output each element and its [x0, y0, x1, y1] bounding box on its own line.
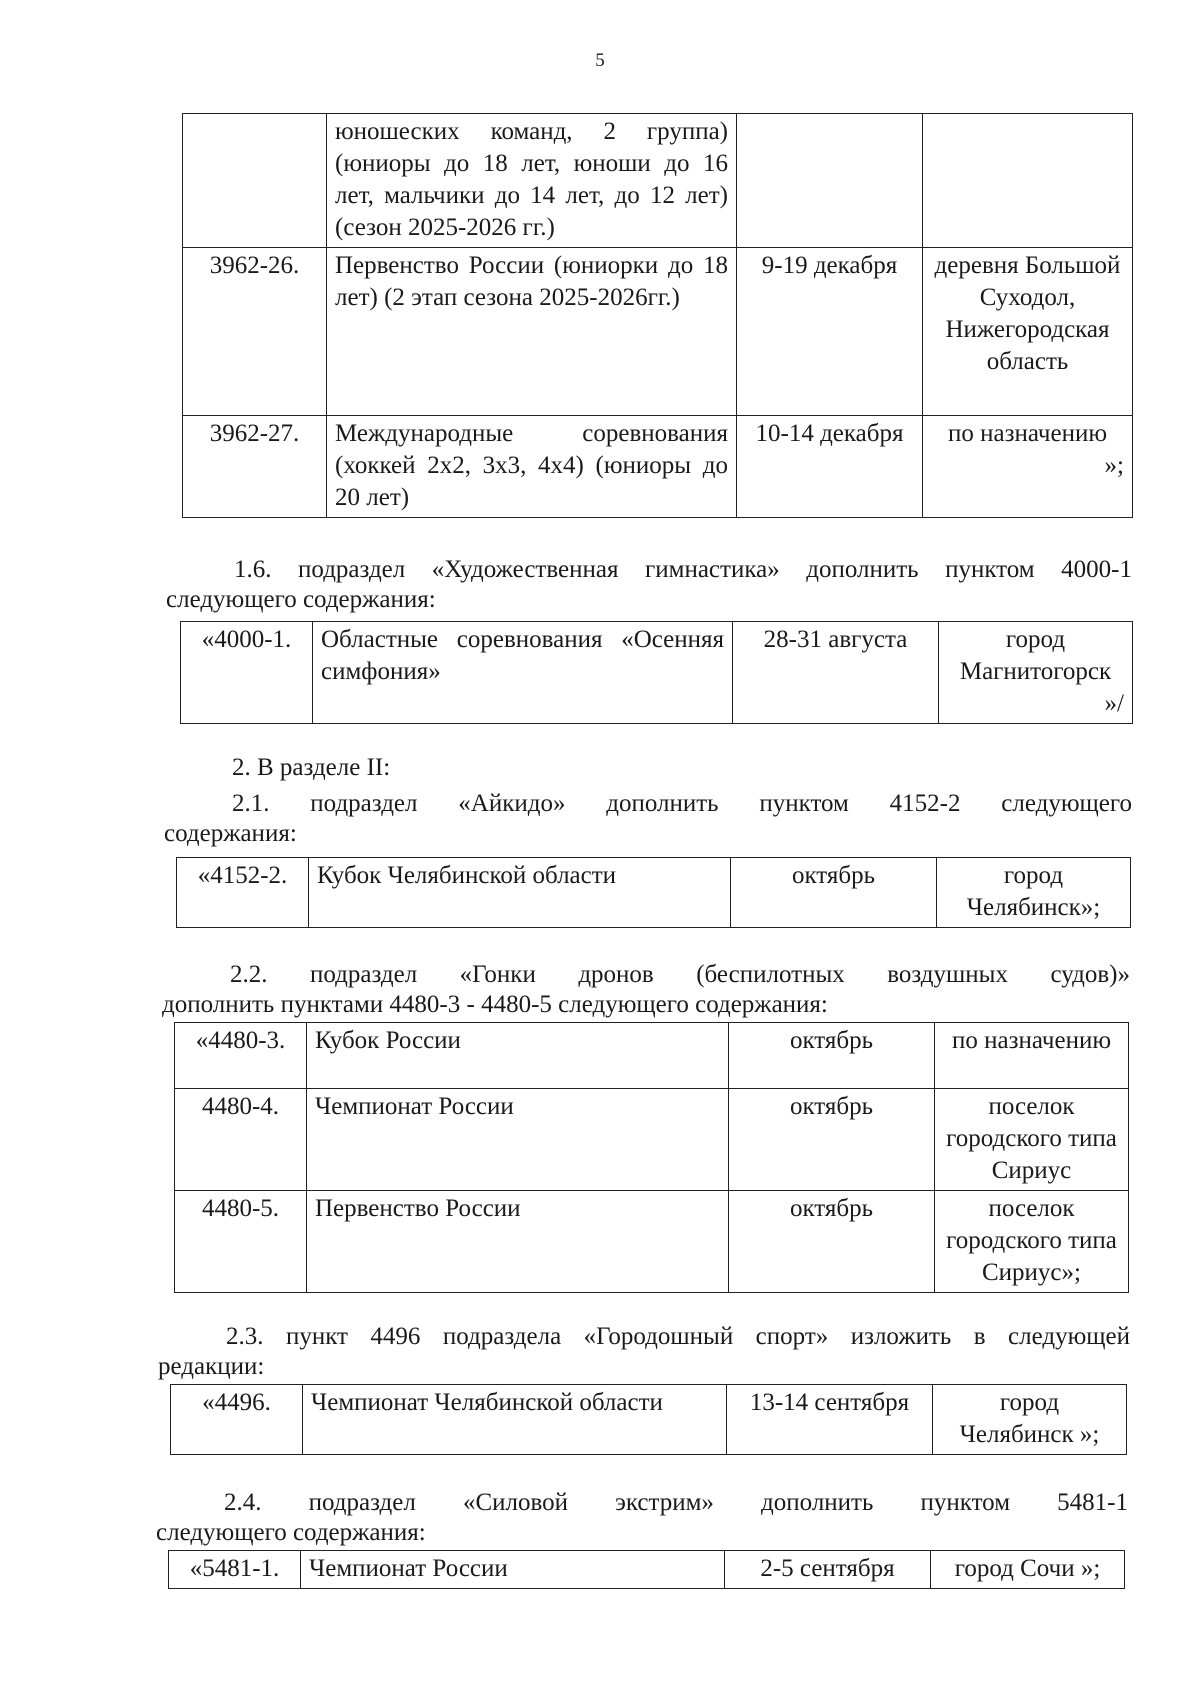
event-name: Чемпионат Челябинской области	[303, 1385, 727, 1455]
item-number: 3962-27.	[183, 416, 327, 518]
table-4000-1	[180, 621, 1132, 724]
event-place: город Челябинск »;	[933, 1385, 1127, 1455]
event-place: деревня Большой Суходол, Нижегородская область	[923, 248, 1133, 416]
event-dates: 28-31 августа	[733, 622, 939, 724]
paragraph-line: редакции:	[158, 1353, 265, 1380]
event-dates: 9-19 декабря	[737, 248, 923, 416]
paragraph-line: следующего содержания:	[166, 586, 436, 613]
paragraph-line: 1.6. подраздел «Художественная гимнастика» дополнить пунктом 4000-1	[234, 556, 1132, 583]
closing-quote: »;	[1104, 452, 1124, 479]
page-number: 5	[595, 50, 605, 71]
event-name: Международные соревнования (хоккей 2х2, 3х3, 4х4) (юниоры до 20 лет)	[327, 416, 737, 518]
section-2-heading	[164, 753, 1132, 783]
event-place-cell	[939, 622, 1133, 724]
table-row	[183, 114, 1133, 248]
closing-quote: »/	[1104, 690, 1124, 717]
table-row	[169, 1551, 1125, 1589]
paragraph-1-6	[166, 555, 1132, 615]
table-row	[175, 1191, 1129, 1293]
table-4496	[170, 1384, 1126, 1455]
item-number: «4152-2.	[177, 858, 309, 928]
item-number: «5481-1.	[169, 1551, 301, 1589]
item-number: «4000-1.	[181, 622, 313, 724]
event-place: по назначению	[947, 420, 1108, 447]
item-number: «4496.	[171, 1385, 303, 1455]
event-dates: 2-5 сентября	[725, 1551, 931, 1589]
paragraph-line: 2.2. подраздел «Гонки дронов (беспилотных воздушных судов)»	[230, 961, 1130, 988]
event-name: юношеских команд, 2 группа) (юниоры до 18 лет, юноши до 16 лет, мальчики до 14 лет, до 12 лет) (сезон 2025-2026 гг.)	[327, 114, 737, 248]
event-place: город Сочи »;	[931, 1551, 1125, 1589]
table-row	[177, 858, 1131, 928]
paragraph-2-4	[156, 1488, 1128, 1548]
event-name: Первенство России (юниорки до 18 лет) (2 этап сезона 2025-2026гг.)	[327, 248, 737, 416]
item-number: «4480-3.	[175, 1023, 307, 1089]
paragraph-2-2	[162, 960, 1130, 1020]
paragraph-line: 2.3. пункт 4496 подраздела «Городошный спорт» изложить в следующей	[226, 1323, 1130, 1350]
event-name: Первенство России	[307, 1191, 729, 1293]
paragraph-2-1	[164, 789, 1132, 849]
event-place: город Челябинск»;	[937, 858, 1131, 928]
event-dates	[737, 114, 923, 248]
table-4152-2	[176, 857, 1130, 928]
item-number: 3962-26.	[183, 248, 327, 416]
event-place: поселок городского типа Сириус»;	[935, 1191, 1129, 1293]
event-name: Кубок Челябинской области	[309, 858, 731, 928]
paragraph-2-3	[158, 1322, 1130, 1382]
paragraph-line: содержания:	[164, 820, 297, 847]
event-place-cell	[923, 416, 1133, 518]
paragraph-line: дополнить пунктами 4480-3 - 4480-5 следующего содержания:	[162, 991, 828, 1018]
item-number	[183, 114, 327, 248]
paragraph-line: 2.4. подраздел «Силовой экстрим» дополнить пунктом 5481-1	[224, 1489, 1128, 1516]
event-dates: 10-14 декабря	[737, 416, 923, 518]
table-continuation	[182, 113, 1132, 518]
event-dates: октябрь	[729, 1191, 935, 1293]
event-dates: октябрь	[731, 858, 937, 928]
event-dates: октябрь	[729, 1023, 935, 1089]
event-place: по назначению	[935, 1023, 1129, 1089]
event-name: Чемпионат России	[307, 1089, 729, 1191]
item-number: 4480-4.	[175, 1089, 307, 1191]
event-name: Кубок России	[307, 1023, 729, 1089]
item-number: 4480-5.	[175, 1191, 307, 1293]
table-4480	[174, 1022, 1128, 1293]
table-row	[175, 1023, 1129, 1089]
event-place: поселок городского типа Сириус	[935, 1089, 1129, 1191]
event-name: Областные соревнования «Осенняя симфония»	[313, 622, 733, 724]
table-row	[175, 1089, 1129, 1191]
table-row	[183, 248, 1133, 416]
event-dates: октябрь	[729, 1089, 935, 1191]
paragraph-line: 2.1. подраздел «Айкидо» дополнить пунктом 4152-2 следующего	[232, 790, 1132, 817]
event-place: город Магнитогорск	[959, 626, 1112, 685]
table-row	[181, 622, 1133, 724]
heading-text: 2. В разделе II:	[232, 754, 391, 781]
event-name: Чемпионат России	[301, 1551, 725, 1589]
paragraph-line: следующего содержания:	[156, 1519, 426, 1546]
table-row	[171, 1385, 1127, 1455]
event-dates: 13-14 сентября	[727, 1385, 933, 1455]
table-5481-1	[168, 1550, 1124, 1589]
event-place	[923, 114, 1133, 248]
table-row	[183, 416, 1133, 518]
